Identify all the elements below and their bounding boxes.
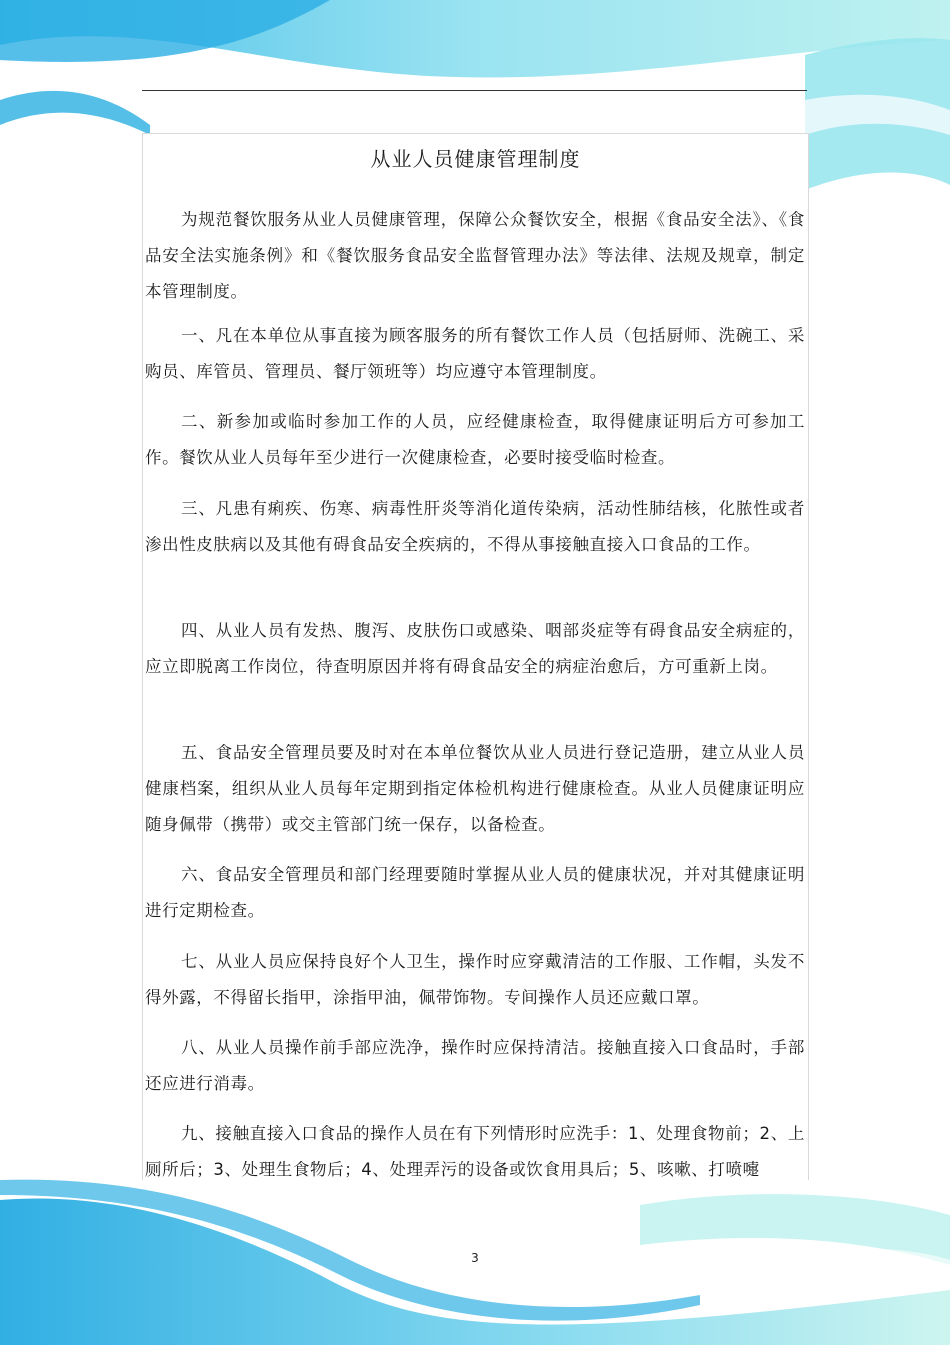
page-number: 3 [471,1251,479,1265]
paragraph-5: 五、食品安全管理员要及时对在本单位餐饮从业人员进行登记造册，建立从业人员健康档案，组织从业人员每年定期到指定体检机构进行健康检查。从业人员健康证明应随身佩带（携带）或交主管部门统一保存，以备检查。 [145,743,805,834]
paragraph-2: 二、新参加或临时参加工作的人员，应经健康检查，取得健康证明后方可参加工作。餐饮从业人员每年至少进行一次健康检查，必要时接受临时检查。 [145,412,805,467]
paragraph-3: 三、凡患有痢疾、伤寒、病毒性肝炎等消化道传染病，活动性肺结核，化脓性或者渗出性皮肤病以及其他有碍食品安全疾病的，不得从事接触直接入口食品的工作。 [145,499,805,554]
paragraph-9: 九、接触直接入口食品的操作人员在有下列情形时应洗手：1、处理食物前；2、上厕所后；3、处理生食物后；4、处理弄污的设备或饮食用具后；5、咳嗽、打喷嚏 [145,1124,805,1179]
document-page [142,133,809,1180]
paragraph-1: 一、凡在本单位从事直接为顾客服务的所有餐饮工作人员（包括厨师、洗碗工、采购员、库管员、管理员、餐厅领班等）均应遵守本管理制度。 [145,326,805,381]
paragraph-8: 八、从业人员操作前手部应洗净，操作时应保持清洁。接触直接入口食品时，手部还应进行消毒。 [145,1038,805,1093]
paragraph-7: 七、从业人员应保持良好个人卫生，操作时应穿戴清洁的工作服、工作帽，头发不得外露，不得留长指甲，涂指甲油，佩带饰物。专间操作人员还应戴口罩。 [145,952,805,1007]
paragraph-4: 四、从业人员有发热、腹泻、皮肤伤口或感染、咽部炎症等有碍食品安全病症的，应立即脱离工作岗位，待查明原因并将有碍食品安全的病症治愈后，方可重新上岗。 [145,621,805,676]
header-rule [142,90,807,91]
document-title: 从业人员健康管理制度 [370,147,581,171]
paragraph-intro: 为规范餐饮服务从业人员健康管理，保障公众餐饮安全，根据《食品安全法》、《食品安全法实施条例》和《餐饮服务食品安全监督管理办法》等法律、法规及规章，制定本管理制度。 [145,210,805,301]
paragraph-6: 六、食品安全管理员和部门经理要随时掌握从业人员的健康状况，并对其健康证明进行定期检查。 [145,865,805,920]
